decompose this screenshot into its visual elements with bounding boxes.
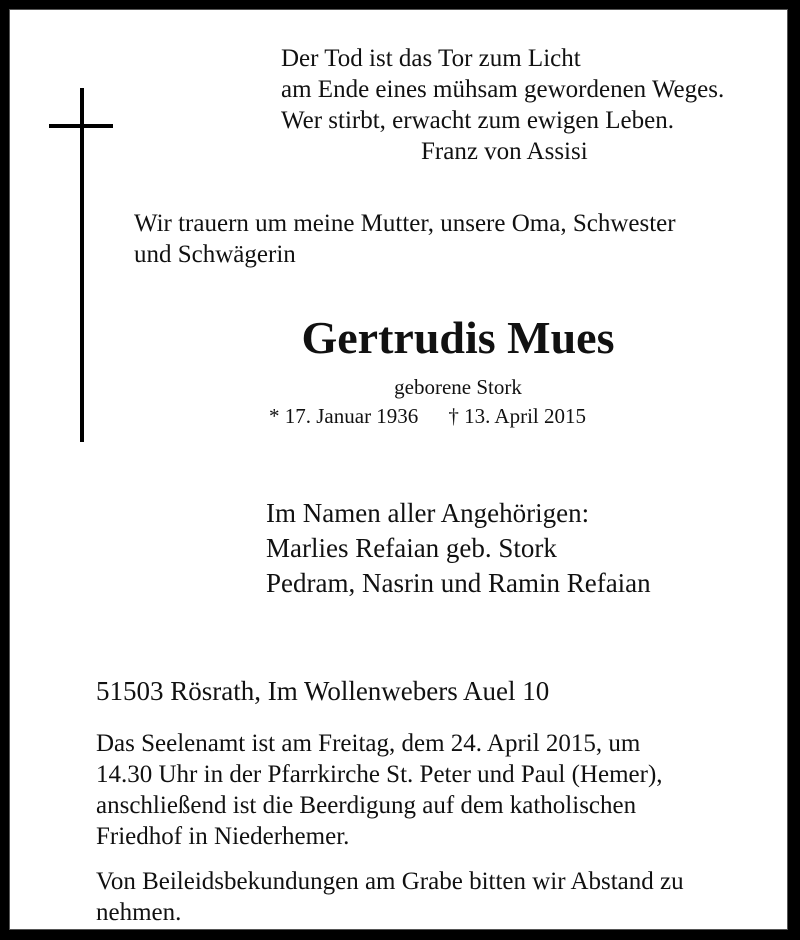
mourning-intro	[134, 208, 676, 270]
life-dates	[269, 403, 586, 429]
family-line: Pedram, Nasrin und Ramin Refaian	[266, 568, 651, 598]
poem-line: am Ende eines mühsam gewordenen Weges.	[281, 76, 725, 103]
poem-line: Wer stirbt, erwacht zum ewigen Leben.	[281, 107, 674, 134]
poem-author: Franz von Assisi	[421, 138, 588, 165]
service-line: anschließend ist die Beerdigung auf dem katholischen	[96, 792, 637, 819]
family-address: 51503 Rösrath, Im Wollenwebers Auel 10	[96, 676, 550, 706]
family-signature	[266, 496, 651, 601]
condolence-note	[96, 866, 684, 928]
service-line: 14.30 Uhr in der Pfarrkirche St. Peter und Paul (Hemer),	[96, 761, 663, 788]
deceased-name: Gertrudis Mues	[301, 312, 615, 363]
poem	[281, 43, 724, 136]
birth-date: * 17. Januar 1936	[269, 404, 419, 428]
condolence-line: Von Beileidsbekundungen am Grabe bitten wir Abstand zu	[96, 868, 684, 895]
family-line: Im Namen aller Angehörigen:	[266, 498, 590, 528]
poem-line: Der Tod ist das Tor zum Licht	[281, 45, 581, 72]
cross-horizontal-bar	[49, 124, 113, 128]
death-date: † 13. April 2015	[448, 404, 586, 428]
condolence-line: nehmen.	[96, 899, 182, 926]
obituary-notice	[9, 9, 788, 930]
service-details	[96, 728, 663, 852]
intro-line: und Schwägerin	[134, 241, 296, 268]
intro-line: Wir trauern um meine Mutter, unsere Oma, Schwester	[134, 210, 676, 237]
maiden-name: geborene Stork	[394, 375, 522, 399]
service-line: Friedhof in Niederhemer.	[96, 823, 350, 850]
family-line: Marlies Refaian geb. Stork	[266, 533, 557, 563]
service-line: Das Seelenamt ist am Freitag, dem 24. April 2015, um	[96, 730, 641, 757]
